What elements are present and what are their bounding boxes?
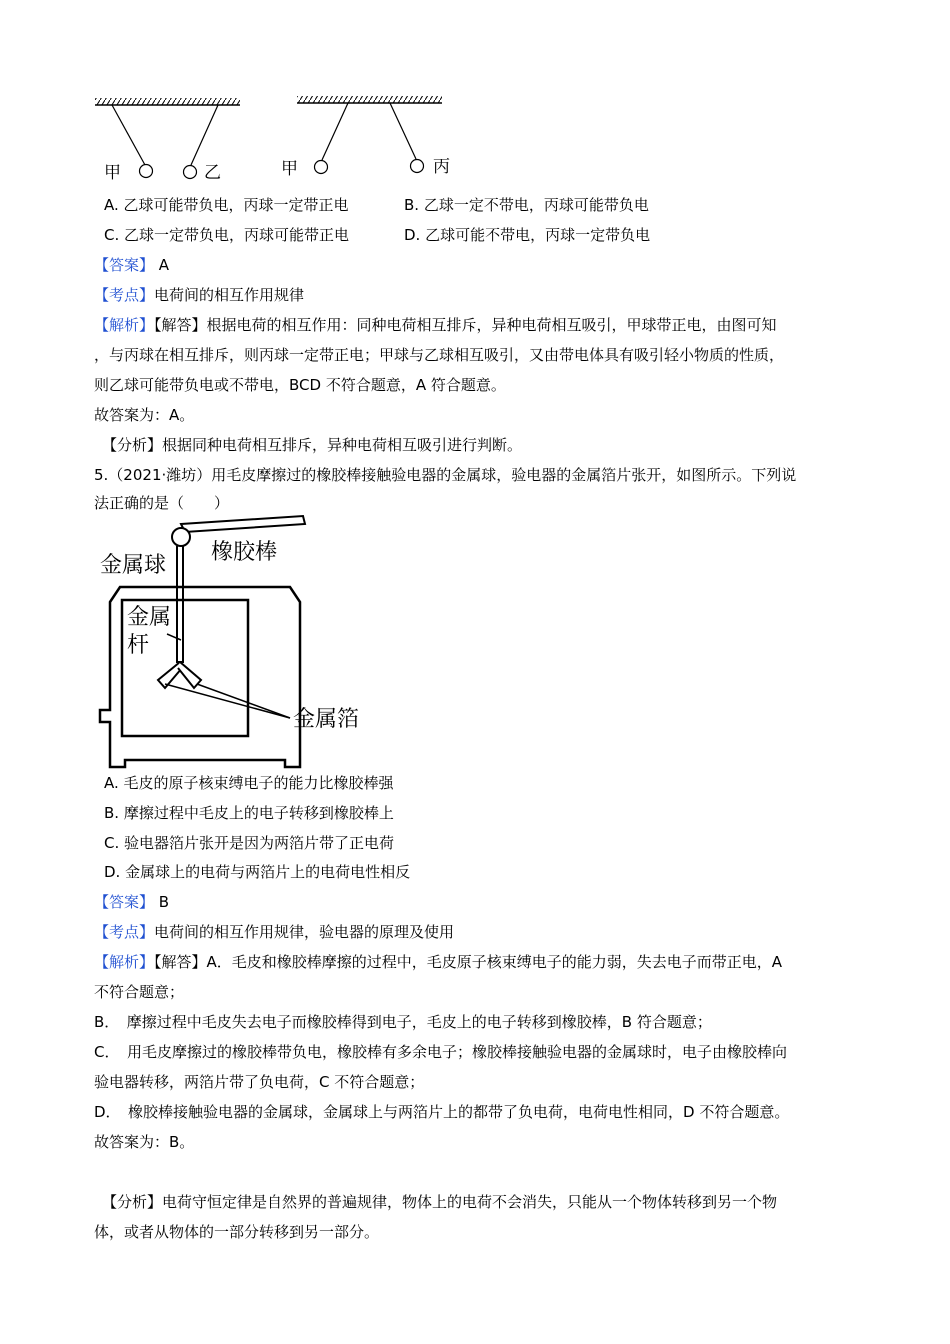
analysis-tag: 【解析】 [94, 316, 155, 334]
q5-topic [94, 922, 454, 942]
label-metal-foil: 金属箔 [293, 707, 360, 732]
label-metal-bar-2: 杆 [127, 633, 150, 658]
q5-stem-line-1: 5.（2021·潍坊）用毛皮摩擦过的橡胶棒接触验电器的金属球，验电器的金属箔片张开，如图所示。下列说 [94, 466, 797, 484]
q5-analysis-line-1 [94, 952, 782, 972]
analysis-text: 【解答】根据电荷的相互作用：同种电荷相互排斥，异种电荷相互吸引，甲球带正电，由图可知 [154, 316, 777, 334]
q5-analysis-line-5: 验电器转移，两箔片带了负电荷，C 不符合题意； [94, 1073, 425, 1091]
q4-option-c: C. 乙球一定带负电，丙球可能带正电 [104, 226, 350, 244]
q5-stem-line-2: 法正确的是（ ） [94, 494, 230, 512]
ball-yi [184, 166, 197, 179]
q4-option-a: A. 乙球可能带负电，丙球一定带正电 [104, 196, 349, 214]
answer-value: A [158, 256, 170, 274]
topic-tag: 【考点】 [94, 923, 155, 941]
hanging-balls-figure [90, 92, 460, 187]
q5-analysis-line-6: D． 橡胶棒接触验电器的金属球，金属球上与两箔片上的都带了负电荷，电荷电性相同，D 不符合题意。 [94, 1103, 790, 1121]
answer-tag: 【答案】 [94, 256, 155, 274]
q4-fenxi: 【分析】根据同种电荷相互排斥，异种电荷相互吸引进行判断。 [102, 436, 523, 454]
ball-jia-left [140, 165, 153, 178]
analysis-text: 【解答】A．毛皮和橡胶棒摩擦的过程中，毛皮原子核束缚电子的能力弱，失去电子而带正电，A [154, 953, 783, 971]
thread-jia-left [112, 105, 145, 165]
label-jia-right: 甲 [281, 159, 298, 179]
q4-topic [94, 285, 304, 305]
ball-bing [411, 160, 424, 173]
analysis-tag: 【解析】 [94, 953, 155, 971]
q4-analysis-line-3: 则乙球可能带负电或不带电，BCD 不符合题意，A 符合题意。 [94, 376, 506, 394]
q5-analysis-line-2: 不符合题意； [94, 983, 185, 1001]
q4-conclusion: 故答案为：A。 [94, 406, 195, 424]
q4-option-d: D. 乙球可能不带电，丙球一定带负电 [404, 226, 651, 244]
q4-answer [94, 255, 169, 275]
right-support [297, 96, 442, 103]
topic-value: 电荷间的相互作用规律，验电器的原理及使用 [154, 923, 455, 941]
q5-fenxi-line-1: 【分析】电荷守恒定律是自然界的普遍规律，物体上的电荷不会消失，只能从一个物体转移到另一个物 [102, 1193, 778, 1211]
answer-tag: 【答案】 [94, 893, 155, 911]
q4-analysis-line-1 [94, 315, 777, 335]
q4-option-b: B. 乙球一定不带电，丙球可能带负电 [404, 196, 649, 214]
topic-value: 电荷间的相互作用规律 [154, 286, 305, 304]
label-yi: 乙 [204, 163, 221, 183]
answer-value: B [158, 893, 170, 911]
q5-option-a: A. 毛皮的原子核束缚电子的能力比橡胶棒强 [104, 774, 394, 792]
electroscope-figure [95, 512, 385, 772]
q5-analysis-line-3: B． 摩擦过程中毛皮失去电子而橡胶棒得到电子，毛皮上的电子转移到橡胶棒，B 符合题意； [94, 1013, 712, 1031]
label-bing: 丙 [433, 157, 450, 177]
thread-yi [191, 105, 218, 165]
q5-option-b: B. 摩擦过程中毛皮上的电子转移到橡胶棒上 [104, 804, 394, 822]
q5-analysis-line-4: C． 用毛皮摩擦过的橡胶棒带负电，橡胶棒有多余电子；橡胶棒接触验电器的金属球时，电子由橡胶棒向 [94, 1043, 787, 1061]
label-metal-ball: 金属球 [100, 553, 167, 578]
thread-bing [390, 103, 416, 159]
label-rubber-rod: 橡胶棒 [211, 540, 278, 565]
topic-tag: 【考点】 [94, 286, 155, 304]
ball-jia-right [315, 161, 328, 174]
q4-analysis-line-2: ，与丙球在相互排斥，则丙球一定带正电；甲球与乙球相互吸引，又由带电体具有吸引轻小物质的性质， [94, 346, 785, 364]
q5-option-c: C. 验电器箔片张开是因为两箔片带了正电荷 [104, 834, 395, 852]
q5-answer [94, 892, 169, 912]
q5-conclusion: 故答案为：B。 [94, 1133, 195, 1151]
left-support [95, 98, 240, 105]
metal-ball [172, 528, 190, 546]
q5-option-d: D. 金属球上的电荷与两箔片上的电荷电性相反 [104, 863, 411, 881]
label-metal-bar-1: 金属 [127, 605, 172, 630]
q5-fenxi-line-2: 体，或者从物体的一部分转移到另一部分。 [94, 1223, 380, 1241]
rubber-rod [181, 516, 305, 532]
thread-jia-right [322, 103, 348, 160]
label-jia-left: 甲 [104, 163, 121, 183]
